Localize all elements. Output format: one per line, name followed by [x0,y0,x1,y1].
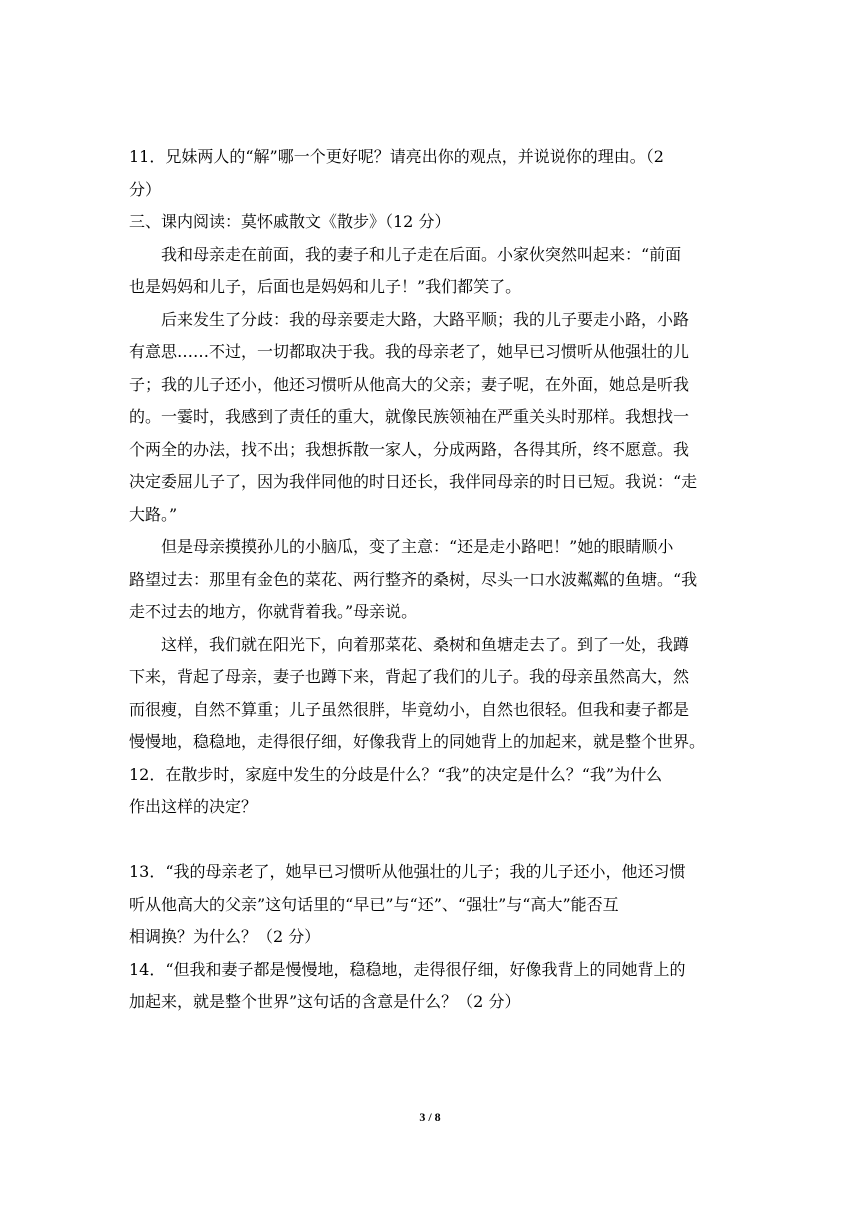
question-12-line-2: 作出这样的决定？ [129,797,258,816]
question-11-line-1: 11．兄妹两人的“解”哪一个更好呢？请亮出你的观点，并说说你的理由。（2 [129,147,664,166]
question-14-line-1: 14．“但我和妻子都是慢慢地，稳稳地，走得很仔细，好像我背上的同她背上的 [129,959,686,979]
question-11-line-2: 分） [129,179,162,199]
passage-paragraph-2-line-4: 的。一霎时，我感到了责任的重大，就像民族领袖在严重关头时那样。我想找一 [129,407,690,426]
passage-paragraph-2-line-5: 个两全的办法，找不出；我想拆散一家人，分成两路，各得其所，终不愿意。我 [129,439,690,459]
passage-paragraph-2-line-2: 有意思……不过，一切都取决于我。我的母亲老了，她早已习惯听从他强壮的儿 [129,342,690,361]
passage-paragraph-1-line-1: 我和母亲走在前面，我的妻子和儿子走在后面。小家伙突然叫起来：“前面 [161,244,682,264]
question-12-line-1: 12．在散步时，家庭中发生的分歧是什么？“我”的决定是什么？“我”为什么 [129,764,663,784]
passage-paragraph-4-line-1: 这样，我们就在阳光下，向着那菜花、桑树和鱼塘走去了。到了一处，我蹲 [161,634,690,654]
answer-space [129,824,734,857]
passage-paragraph-2-line-6: 决定委屈儿子了，因为我伴同他的时日还长，我伴同母亲的时日已短。我说：“走 [129,472,698,491]
passage-paragraph-2-line-7: 大路。” [129,504,178,524]
passage-paragraph-2-line-3: 子；我的儿子还小，他还习惯听从他高大的父亲；妻子呢，在外面，她总是听我 [129,374,690,394]
passage-paragraph-2-line-1: 后来发生了分歧：我的母亲要走大路，大路平顺；我的儿子要走小路，小路 [161,309,690,329]
passage-paragraph-3-line-3: 走不过去的地方，你就背着我。”母亲说。 [129,602,418,621]
question-13-line-1: 13．“我的母亲老了，她早已习惯听从他强壮的儿子；我的儿子还小，他还习惯 [129,862,686,881]
section-heading: 三、课内阅读：莫怀戚散文《散步》（12 分） [129,212,451,231]
passage-paragraph-3-line-1: 但是母亲摸摸孙儿的小脑瓜，变了主意：“还是走小路吧！”她的眼睛顺小 [161,537,674,556]
page-number: 3 / 8 [419,1110,441,1124]
passage-paragraph-1-line-2: 也是妈妈和儿子，后面也是妈妈和儿子！”我们都笑了。 [129,277,522,296]
question-13-line-2: 听从他高大的父亲”这句话里的“早已”与“还”、“强壮”与“高大”能否互 [129,894,619,914]
document-body [129,141,734,1019]
question-13-line-3: 相调换？为什么？（2 分） [129,927,321,946]
passage-paragraph-4-line-3: 而很瘦，自然不算重；儿子虽然很胖，毕竟幼小，自然也很轻。但我和妻子都是 [129,699,690,719]
question-14-line-2: 加起来，就是整个世界”这句话的含意是什么？（2 分） [129,992,521,1011]
passage-paragraph-3-line-2: 路望过去：那里有金色的菜花、两行整齐的桑树，尽头一口水波粼粼的鱼塘。“我 [129,569,698,589]
passage-paragraph-4-line-2: 下来，背起了母亲，妻子也蹲下来，背起了我们的儿子。我的母亲虽然高大，然 [129,667,690,686]
passage-paragraph-4-line-4: 慢慢地，稳稳地，走得很仔细，好像我背上的同她背上的加起来，就是整个世界。 [129,732,706,751]
